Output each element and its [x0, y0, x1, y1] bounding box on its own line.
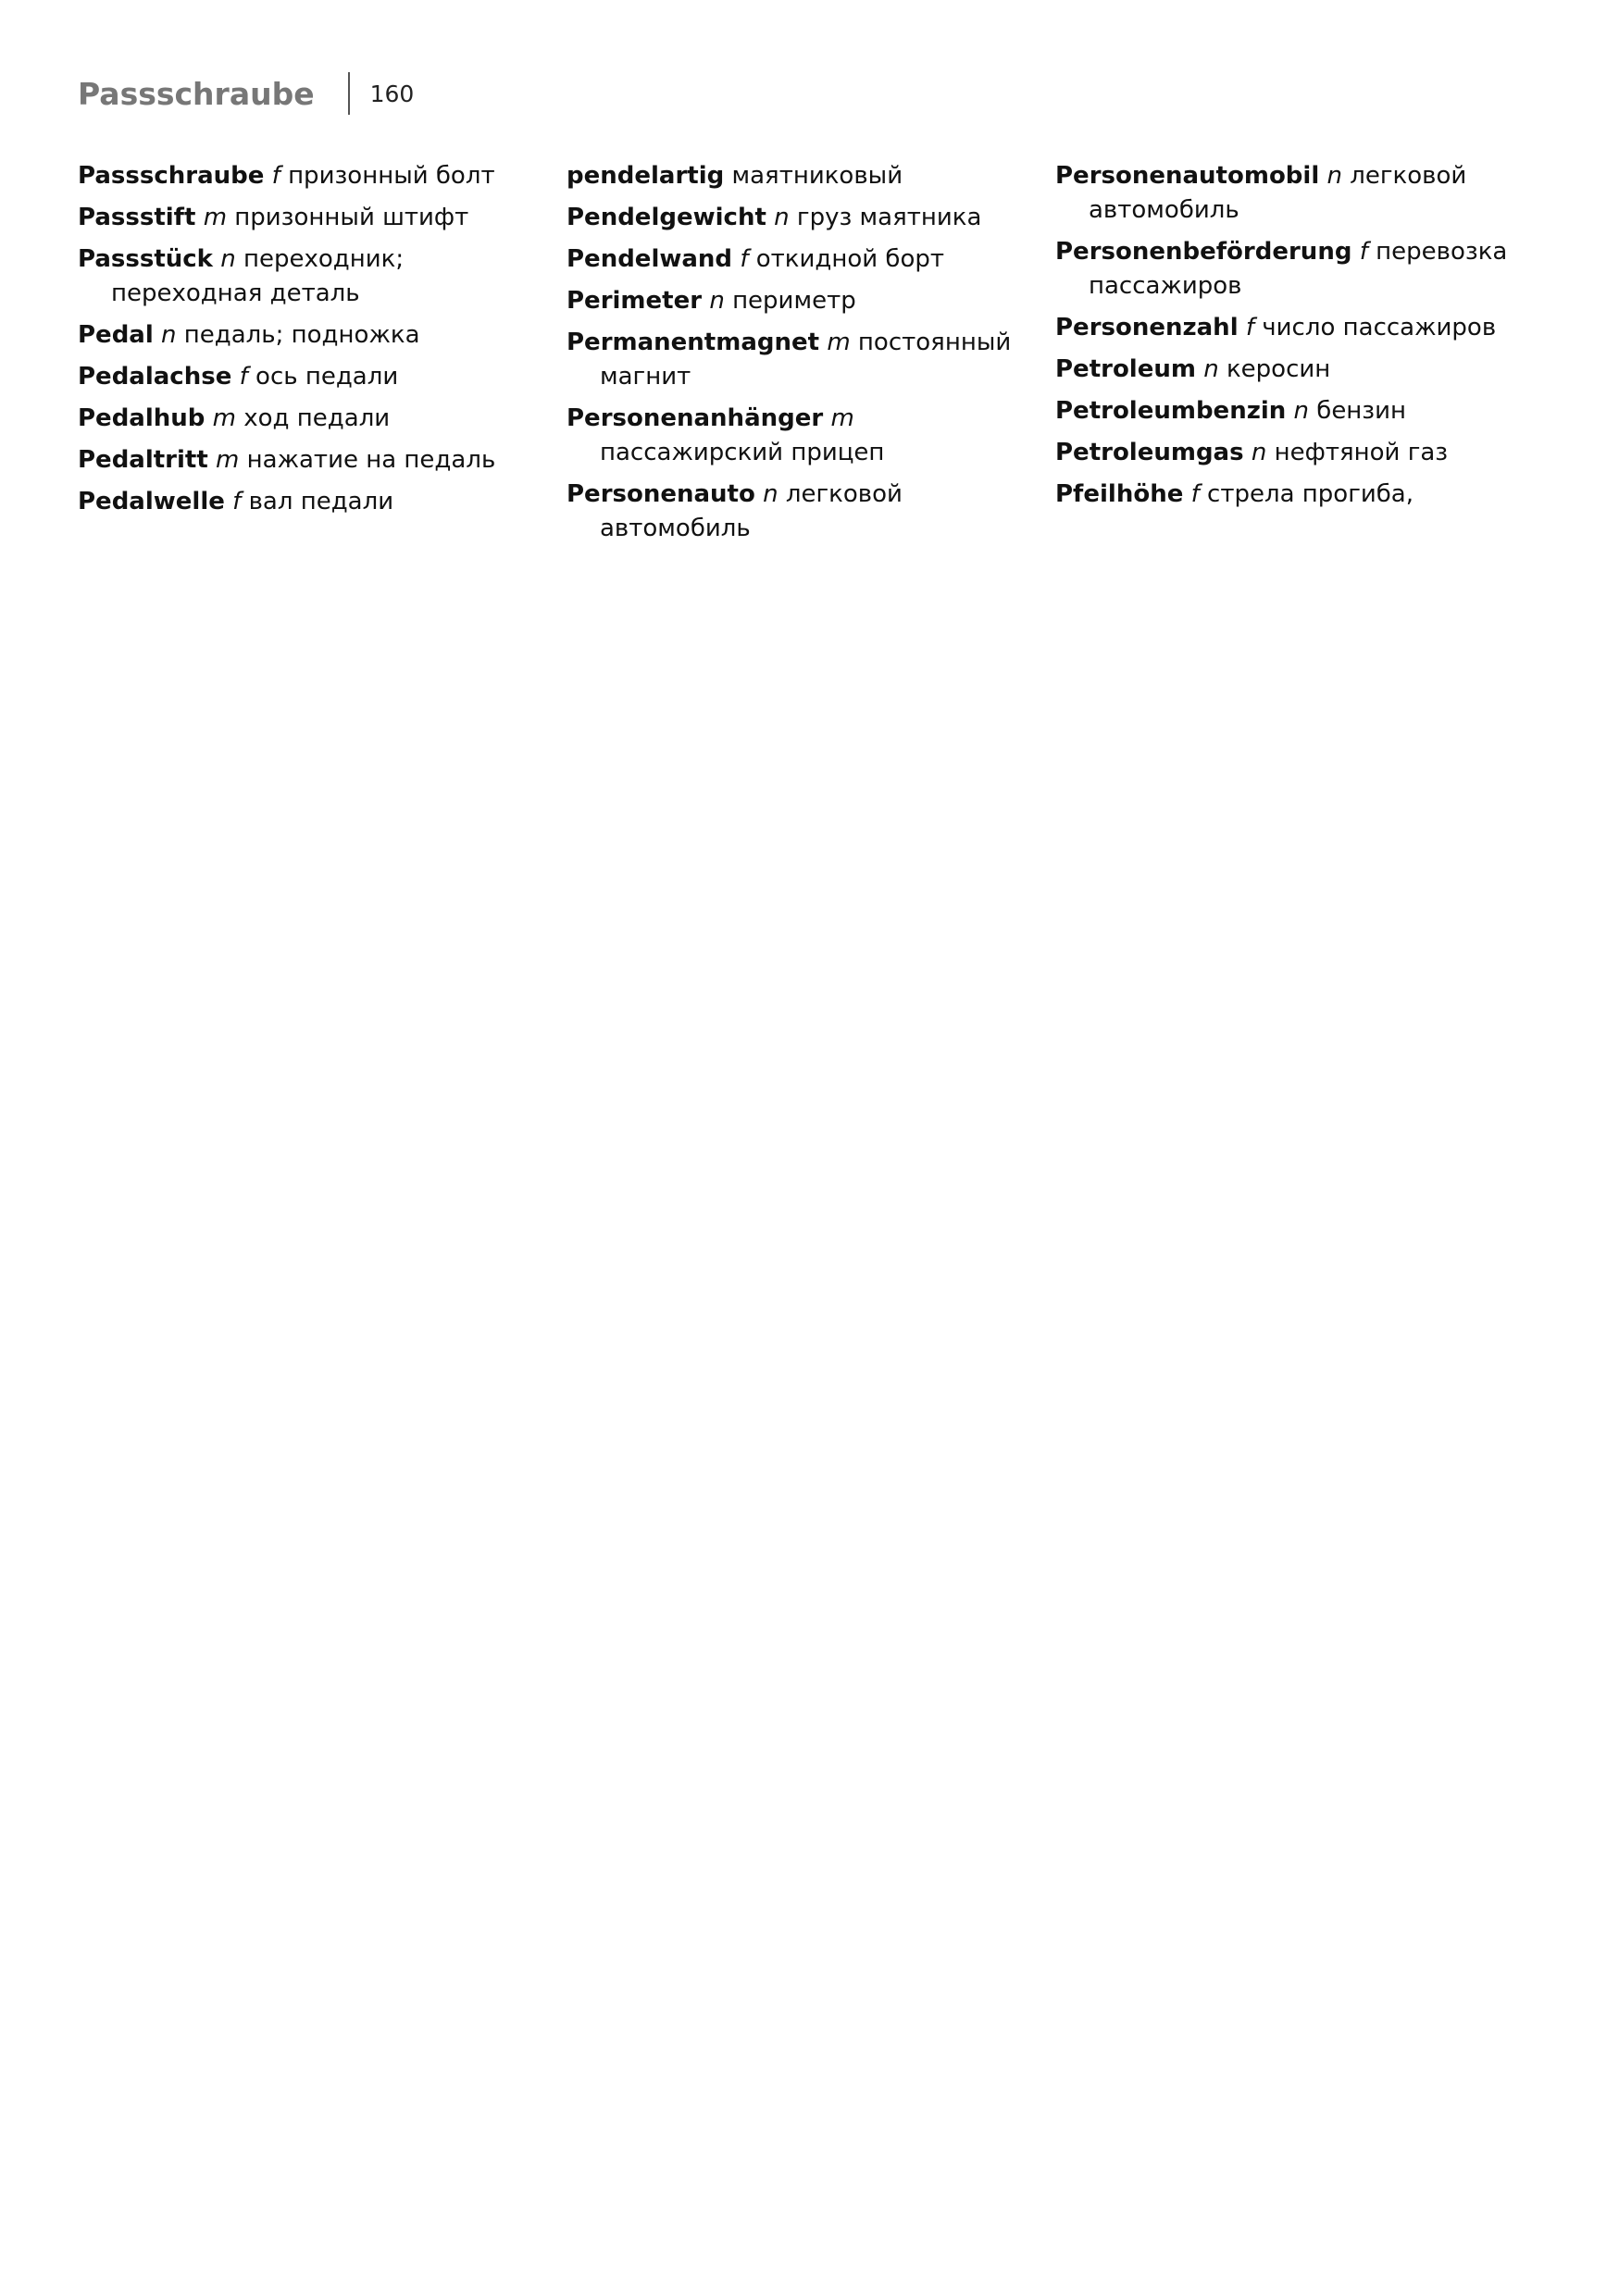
translation: откидной борт [755, 245, 945, 273]
headword: Personenauto [567, 480, 755, 508]
headword: Passstift [78, 204, 196, 231]
grammar-label: f [239, 363, 248, 391]
dictionary-entry [567, 201, 1029, 235]
headword: Pendelgewicht [567, 204, 766, 231]
translation: керосин [1226, 355, 1331, 383]
translation: легковой автомобиль [1089, 162, 1467, 224]
column-1 [78, 159, 541, 527]
dictionary-entry [78, 242, 541, 311]
grammar-label: f [271, 162, 280, 190]
headword: Perimeter [567, 287, 703, 315]
dictionary-entry [1055, 353, 1518, 387]
grammar-label: f [1190, 480, 1200, 508]
dictionary-entry [78, 360, 541, 394]
grammar-label: f [232, 488, 242, 515]
dictionary-entry [78, 201, 541, 235]
dictionary-entry [1055, 478, 1518, 512]
grammar-label: f [1245, 314, 1255, 341]
grammar-label: n [763, 480, 778, 508]
translation: постоянный магнит [600, 329, 1012, 391]
translation: периметр [732, 287, 856, 315]
grammar-label: f [1359, 238, 1368, 266]
dictionary-entry [78, 443, 541, 478]
dictionary-entry [567, 242, 1029, 277]
dictionary-entry [567, 402, 1029, 470]
headword: Pedaltritt [78, 446, 208, 474]
column-2 [567, 159, 1029, 553]
translation: пассажирский прицеп [600, 439, 885, 466]
grammar-label: n [161, 321, 177, 349]
translation: нефтяной газ [1274, 439, 1449, 466]
headword: Petroleumgas [1055, 439, 1244, 466]
grammar-label: n [1251, 439, 1267, 466]
translation: груз маятника [796, 204, 982, 231]
dictionary-entry [1055, 311, 1518, 345]
headword: pendelartig [567, 162, 725, 190]
grammar-label: m [203, 204, 228, 231]
translation: бензин [1316, 397, 1407, 425]
dictionary-entry [78, 402, 541, 436]
headword: Personenanhänger [567, 404, 824, 432]
dictionary-entry [567, 326, 1029, 394]
translation: маятниковый [731, 162, 903, 190]
translation: переходник; переходная деталь [111, 245, 405, 307]
grammar-label: m [212, 404, 236, 432]
headword: Pedal [78, 321, 154, 349]
translation: нажатие на педаль [246, 446, 496, 474]
headword: Pedalhub [78, 404, 205, 432]
dictionary-entry [78, 159, 541, 193]
translation: призонный штифт [234, 204, 469, 231]
grammar-label: n [1203, 355, 1219, 383]
translation: перевозка пассажиров [1089, 238, 1508, 300]
headword: Personenbeförderung [1055, 238, 1352, 266]
headword: Petroleum [1055, 355, 1196, 383]
column-3 [1055, 159, 1518, 519]
grammar-label: n [1293, 397, 1310, 425]
translation: педаль; подножка [183, 321, 420, 349]
dictionary-entry [1055, 394, 1518, 428]
translation: ход педали [243, 404, 391, 432]
grammar-label: m [216, 446, 240, 474]
dictionary-entry [1055, 159, 1518, 228]
dictionary-entry [78, 318, 541, 353]
dictionary-entry [567, 478, 1029, 546]
headword: Petroleumbenzin [1055, 397, 1287, 425]
translation: призонный болт [288, 162, 495, 190]
grammar-label: m [830, 404, 854, 432]
translation: вал педали [248, 488, 394, 515]
dictionary-entry [567, 284, 1029, 318]
translation: ось педали [255, 363, 399, 391]
translation: стрела прогиба, [1207, 480, 1414, 508]
header-divider [348, 72, 350, 115]
grammar-label: n [1326, 162, 1342, 190]
grammar-label: f [740, 245, 749, 273]
headword: Personenzahl [1055, 314, 1239, 341]
headword: Pedalwelle [78, 488, 225, 515]
dictionary-entry [78, 485, 541, 519]
headword: Personenautomobil [1055, 162, 1320, 190]
grammar-label: n [774, 204, 790, 231]
translation: число пассажиров [1262, 314, 1497, 341]
grammar-label: n [220, 245, 236, 273]
running-head-title: Passschraube [78, 75, 315, 112]
grammar-label: m [827, 329, 851, 356]
headword: Pedalachse [78, 363, 232, 391]
dictionary-entry [567, 159, 1029, 193]
page-number: 160 [369, 80, 415, 107]
headword: Passschraube [78, 162, 265, 190]
translation: легковой автомобиль [600, 480, 903, 542]
grammar-label: n [709, 287, 725, 315]
headword: Permanentmagnet [567, 329, 820, 356]
running-header [78, 72, 414, 115]
dictionary-entry [1055, 436, 1518, 470]
headword: Pfeilhöhe [1055, 480, 1184, 508]
headword: Passstück [78, 245, 213, 273]
headword: Pendelwand [567, 245, 733, 273]
dictionary-entry [1055, 235, 1518, 304]
